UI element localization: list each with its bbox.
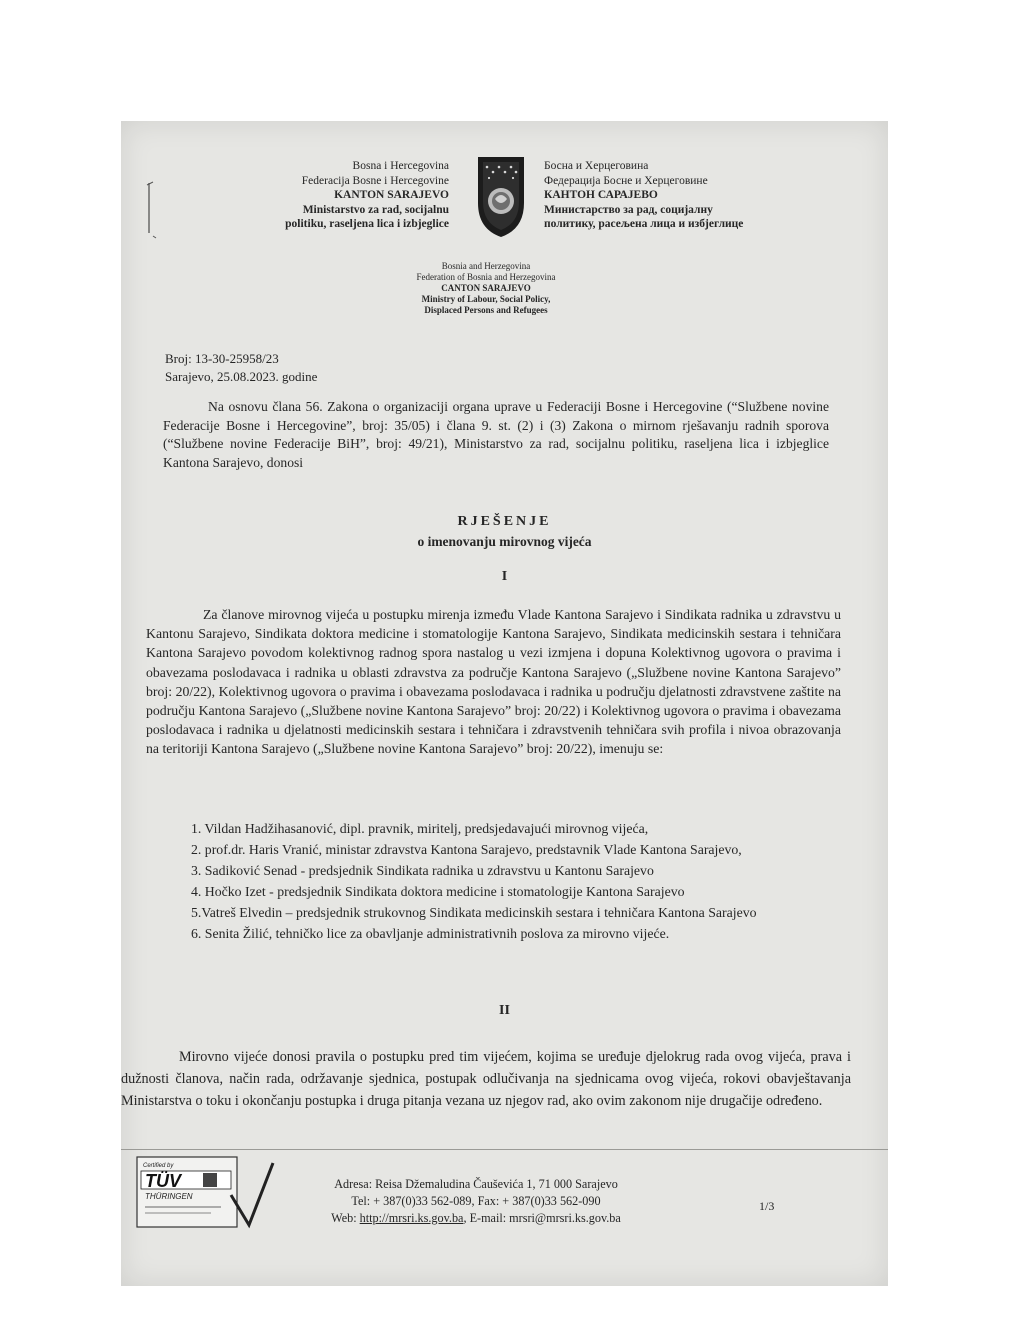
footer-address: Adresa: Reisa Džemaludina Čauševića 1, 71 000 Sarajevo — [334, 1177, 618, 1191]
footer-web-line — [311, 1210, 641, 1227]
header-english-line: Bosnia and Herzegovina — [441, 261, 531, 271]
footer-divider — [121, 1149, 888, 1150]
header-english-line: Displaced Persons and Refugees — [424, 305, 548, 315]
header-english-line: Ministry of Labour, Social Policy, — [421, 294, 551, 304]
section-1-paragraph: Za članove mirovnog vijeća u postupku mirenja između Vlade Kantona Sarajevo i Sindikata radnika u zdravstvu u Kantonu Sarajevo, Sindikata doktora medicine i stomatologije Kantona Sarajevo, Sindikata medicinskih sestara i tehničara Kantona Sarajevo povodom kolektivnog radnog spora nastalog u vezi izmjena i dopuna Kolektivnog ugovora o pravima i obavezama poslodavaca i radnika u oblasti zdravstva za područje Kantona Sarajevo („Službene novine Kantona Sarajevo” broj: 20/22), Kolektivnog ugovora o pravima i obavezama poslodavaca i radnika u području djelatnosti zdravstvene zaštite na području Kantona Sarajevo („Službene novine Kantona Sarajevo” broj: 20/22) i Kolektivnog ugovora o pravima i obavezama poslodavaca i radnika u djelatnosti medicinskih sestara i tehničara i zdravstvenih tehničara svih profila i nivoa obrazovanja na teritoriji Kantona Sarajevo („Službene novine Kantona Sarajevo” broj: 20/22), imenuju se: — [146, 607, 841, 757]
canton-coat-of-arms-icon — [475, 155, 527, 239]
header-left-line: Ministarstvo za rad, socijalnu — [302, 203, 449, 216]
document-subtitle: o imenovanju mirovnog vijeća — [417, 534, 592, 549]
footer-phone: Tel: + 387(0)33 562-089, Fax: + 387(0)33 562-090 — [351, 1194, 601, 1208]
header-left-line: Federacija Bosne i Hercegovine — [301, 174, 449, 187]
tuv-certification-logo-icon — [131, 1155, 281, 1235]
document-number: Broj: 13-30-25958/23 — [165, 351, 279, 366]
list-item: 3. Sadiković Senad - predsjednik Sindikata radnika u zdravstvu u Kantonu Sarajevo — [191, 863, 654, 878]
web-label: Web: — [331, 1211, 360, 1225]
header-left-line: KANTON SARAJEVO — [334, 189, 449, 201]
email-text: , E-mail: mrsri@mrsri.ks.gov.ba — [463, 1211, 621, 1225]
page-number: 1/3 — [759, 1199, 775, 1213]
section-heading-2: II — [499, 1003, 510, 1018]
footer-contact — [311, 1176, 641, 1227]
intro-paragraph: Na osnovu člana 56. Zakona o organizaciji organa uprave u Federaciji Bosne i Hercegovine (“Službene novine Federacije Bosne i Hercegovine”, broj: 35/05) i člana 9. st. (2) i (3) Zakona o mirnom rješavanju radnih sporova (“Službene novine Federacije BiH”, broj: 49/21), Ministarstvo za rad, socijalnu politiku, raseljena lica i izbjeglice Kantona Sarajevo, donosi — [163, 399, 829, 470]
margin-mark — [145, 181, 157, 241]
header-right-line: КАНТОН САРАЈЕВО — [544, 189, 658, 201]
list-item: 6. Senita Žilić, tehničko lice za obavljanje administrativnih poslova za mirovno vijeće. — [191, 926, 670, 941]
header-english-line: Federation of Bosnia and Herzegovina — [416, 272, 556, 282]
website-link[interactable]: http://mrsri.ks.gov.ba — [359, 1211, 464, 1225]
header-right-line: Министарство за рад, социјалну — [544, 203, 713, 216]
header-right — [544, 159, 804, 232]
header-right-line: политику, расељена лица и избјеглице — [544, 218, 744, 230]
header-right-line: Федерација Босне и Херцеговине — [544, 174, 708, 187]
list-item: 4. Hočko Izet - predsjednik Sindikata doktora medicine i stomatologije Kantona Sarajevo — [191, 884, 685, 899]
place-date: Sarajevo, 25.08.2023. godine — [165, 369, 318, 384]
section-heading-1: I — [501, 569, 508, 584]
cert-sub-text: THÜRINGEN — [145, 1192, 193, 1201]
header-english — [321, 261, 651, 316]
list-item: 2. prof.dr. Haris Vranić, ministar zdravstva Kantona Sarajevo, predstavnik Vlade Kantona Sarajevo, — [191, 842, 742, 857]
header-right-line: Босна и Херцеговина — [544, 160, 649, 172]
cert-top-text: Certified by — [143, 1163, 174, 1169]
reference-block — [165, 350, 317, 386]
list-item: 5.Vatreš Elvedin – predsjednik strukovnog Sindikata medicinskih sestara i tehničara Kantona Sarajevo — [191, 905, 757, 920]
header-left-line: politiku, raseljena lica i izbjeglice — [285, 218, 449, 230]
header-left — [241, 159, 449, 232]
header-english-line: CANTON SARAJEVO — [441, 283, 531, 293]
cert-brand-text: TÜV — [145, 1171, 181, 1191]
document-title: RJEŠENJE — [457, 514, 552, 529]
list-item: 1. Vildan Hadžihasanović, dipl. pravnik, miritelj, predsjedavajući mirovnog vijeća, — [191, 821, 649, 836]
members-list — [136, 818, 846, 944]
section-2-paragraph: Mirovno vijeće donosi pravila o postupku pred tim vijećem, kojima se uređuje djelokrug rada ovog vijeća, prava i dužnosti članova, način rada, održavanje sjednica, postupak odlučivanja na sjednicama ovog vijeća, rokovi obavještavanja Ministarstva o toku i okončanju postupka i druga pitanja vezana uz njegov rad, ako ovim zakonom nije drugačije određeno. — [121, 1049, 851, 1109]
header-left-line: Bosna i Hercegovina — [352, 160, 449, 172]
document-page — [121, 121, 888, 1286]
